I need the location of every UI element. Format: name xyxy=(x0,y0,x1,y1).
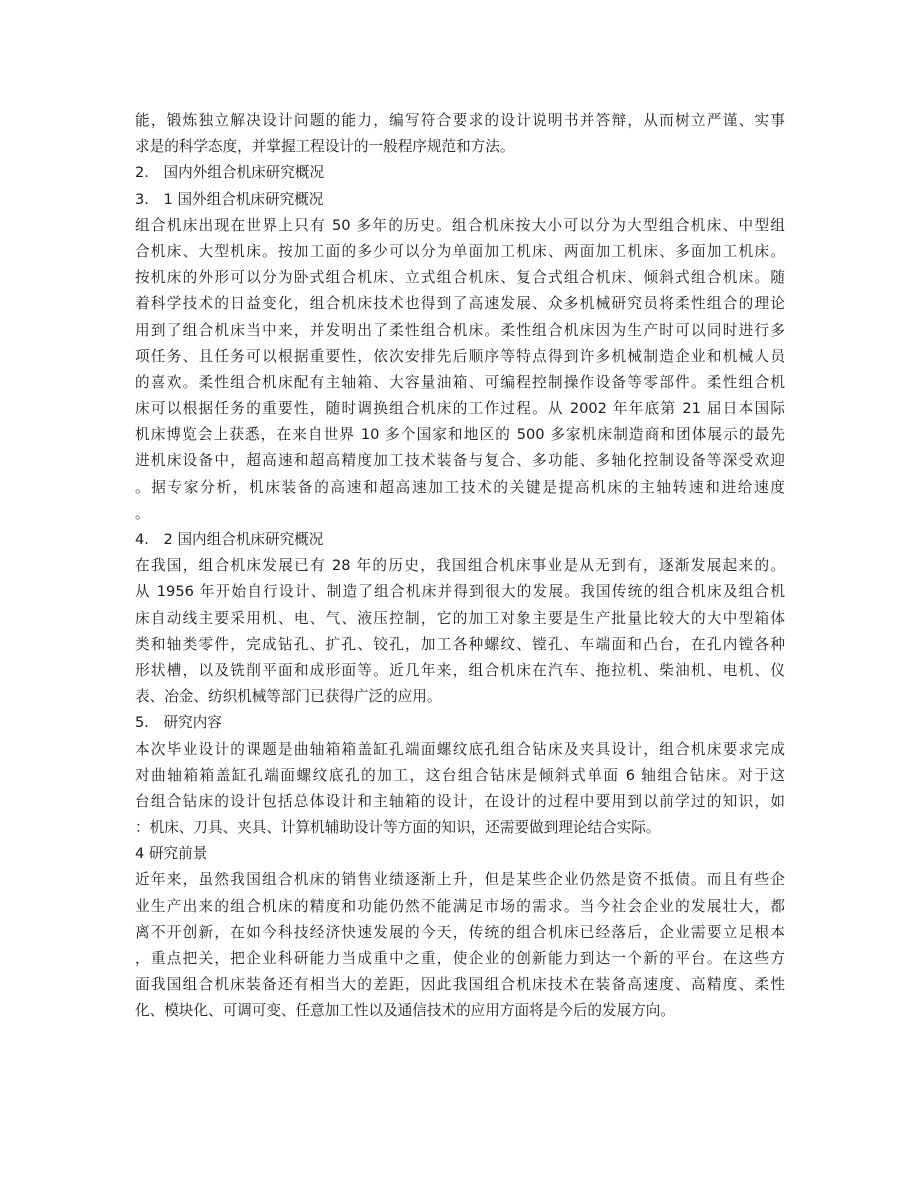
section-heading: 2. 国内外组合机床研究概况 xyxy=(135,164,325,182)
paragraph-line: 离不开创新，在如今科技经济快速发展的今天，传统的组合机床已经落后，企业需要立足根本 xyxy=(135,923,785,941)
paragraph-line: 化、模块化、可调可变、任意加工性以及通信技术的应用方面将是今后的发展方向。 xyxy=(135,1002,675,1020)
paragraph-line: 。据专家分析，机床装备的高速和超高速加工技术的关键是提高机床的主轴转速和进给速度 xyxy=(135,478,785,496)
paragraph-line: 形状槽，以及铣削平面和成形面等。近几年来，组合机床在汽车、拖拉机、柴油机、电机、仪 xyxy=(135,661,785,679)
paragraph-line: 项任务、且任务可以根据重要性，依次安排先后顺序等特点得到许多机械制造企业和机械人员 xyxy=(135,347,785,365)
paragraph-line: 表、冶金、纺织机械等部门已获得广泛的应用。 xyxy=(135,688,442,706)
paragraph-line: 合机床、大型机床。按加工面的多少可以分为单面加工机床、两面加工机床、多面加工机床。 xyxy=(135,242,785,260)
paragraph-line: 业生产出来的组合机床的精度和功能仍然不能满足市场的需求。当今社会企业的发展壮大，都 xyxy=(135,897,785,915)
paragraph-line: 在我国，组合机床发展已有 28 年的历史，我国组合机床事业是从无到有，逐渐发展起来的。 xyxy=(135,557,785,575)
section-heading: 5. 研究内容 xyxy=(135,714,222,732)
section-heading: 3. 1 国外组合机床研究概况 xyxy=(135,190,324,208)
paragraph-line: 类和轴类零件，完成钻孔、扩孔、铰孔，加工各种螺纹、镗孔、车端面和凸台，在孔内镗各种 xyxy=(135,635,785,653)
section-heading: 4. 2 国内组合机床研究概况 xyxy=(135,531,324,548)
paragraph-line: ，重点把关，把企业科研能力当成重中之重，使企业的创新能力到达一个新的平台。在这些方 xyxy=(135,950,785,967)
document-page xyxy=(135,108,785,1025)
paragraph-line: 近年来，虽然我国组合机床的销售业绩逐渐上升，但是某些企业仍然是资不抵债。而且有些企 xyxy=(135,871,785,889)
paragraph-line: 从 1956 年开始自行设计、制造了组合机床并得到很大的发展。我国传统的组合机床及组合机 xyxy=(135,583,785,601)
paragraph-line: 按机床的外形可以分为卧式组合机床、立式组合机床、复合式组合机床、倾斜式组合机床。随 xyxy=(135,269,785,287)
paragraph-line: 床自动线主要采用机、电、气、液压控制，它的加工对象主要是生产批量比较大的大中型箱体 xyxy=(135,609,785,627)
paragraph-line: 床可以根据任务的重要性，随时调换组合机床的工作过程。从 2002 年年底第 21 届日本国际 xyxy=(135,400,785,418)
paragraph-line: 对曲轴箱箱盖缸孔端面螺纹底孔的加工，这台组合钻床是倾斜式单面 6 轴组合钻床。对于这 xyxy=(135,766,785,784)
paragraph-line: 用到了组合机床当中来，并发明出了柔性组合机床。柔性组合机床因为生产时可以同时进行多 xyxy=(135,321,785,339)
paragraph-line: 求是的科学态度，并掌握工程设计的一般程序规范和方法。 xyxy=(135,138,515,156)
paragraph-line: 本次毕业设计的课题是曲轴箱箱盖缸孔端面螺纹底孔组合钻床及夹具设计，组合机床要求完成 xyxy=(135,740,785,758)
paragraph-line: 。 xyxy=(135,504,150,522)
paragraph-line: 面我国组合机床装备还有相当大的差距，因此我国组合机床技术在装备高速度、高精度、柔性 xyxy=(135,976,785,994)
paragraph-line: ：机床、刀具、夹具、计算机辅助设计等方面的知识，还需要做到理论结合实际。 xyxy=(135,819,661,837)
paragraph-line: 能，锻炼独立解决设计问题的能力，编写符合要求的设计说明书并答辩，从而树立严谨、实事 xyxy=(135,112,785,129)
paragraph-line: 的喜欢。柔性组合机床配有主轴箱、大容量油箱、可编程控制操作设备等零部件。柔性组合机 xyxy=(135,373,785,391)
section-heading: 4 研究前景 xyxy=(135,845,208,863)
paragraph-line: 组合机床出现在世界上只有 50 多年的历史。组合机床按大小可以分为大型组合机床、中型组 xyxy=(135,216,785,234)
paragraph-line: 着科学技术的日益变化，组合机床技术也得到了高速发展、众多机械研究员将柔性组合的理论 xyxy=(135,295,785,313)
paragraph-line: 台组合钻床的设计包括总体设计和主轴箱的设计，在设计的过程中要用到以前学过的知识，如 xyxy=(135,792,785,810)
paragraph-line: 机床博览会上获悉，在来自世界 10 多个国家和地区的 500 多家机床制造商和团体展示的最先 xyxy=(135,426,785,444)
paragraph-line: 进机床设备中，超高速和超高精度加工技术装备与复合、多功能、多轴化控制设备等深受欢迎 xyxy=(135,452,785,470)
